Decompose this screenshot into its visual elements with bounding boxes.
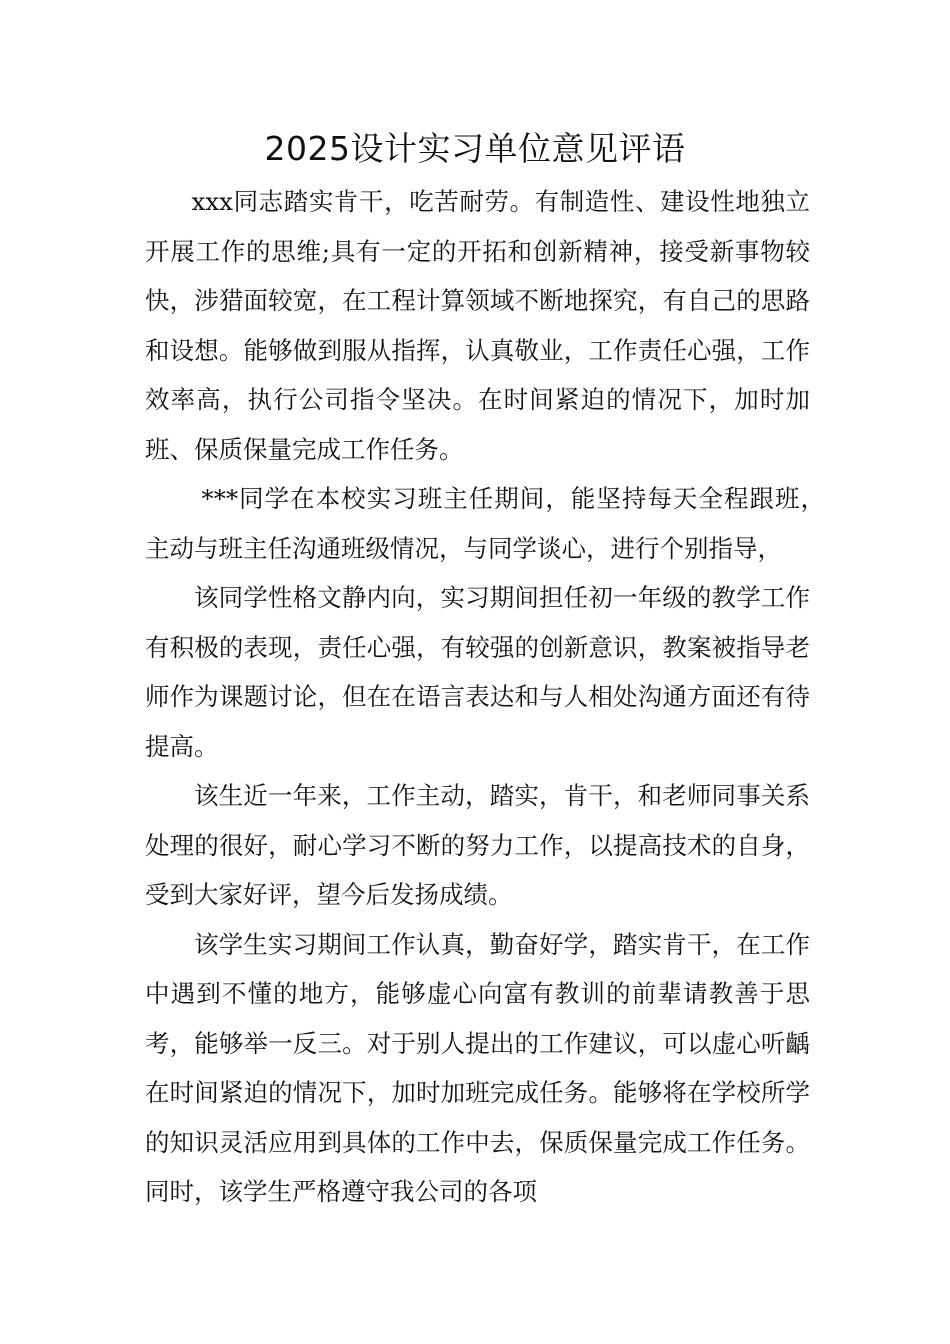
document-body — [145, 177, 825, 1217]
paragraph-5: 该学生实习期间工作认真，勤奋好学，踏实肯干，在工作中遇到不懂的地方，能够虚心向富有教训的前辈请教善于思考，能够举一反三。对于别人提出的工作建议，可以虚心听齲在时间紧迫的情况下，加时加班完成任务。能够将在学校所学的知识灵活应用到具体的工作中去，保质保量完成工作任务。同时，该学生严格遵守我公司的各项 — [145, 929, 810, 1206]
paragraph-3: 该同学性格文静内向，实习期间担任初一年级的教学工作有积极的表现，责任心强，有较强的创新意识，教案被指导老师作为课题讨论，但在在语言表达和与人相处沟通方面还有待提高。 — [145, 583, 810, 761]
document-title: 2025设计实习单位意见评语 — [264, 129, 686, 168]
paragraph-4: 该生近一年来，工作主动，踏实，肯干，和老师同事关系处理的很好，耐心学习不断的努力工作，以提高技术的自身，受到大家好评，望今后发扬成绩。 — [145, 781, 810, 909]
paragraph-1: xxx同志踏实肯干，吃苦耐劳。有制造性、建设性地独立开展工作的思维;具有一定的开拓和创新精神，接受新事物较快，涉猎面较宽，在工程计算领域不断地探究，有自己的思路和设想。能够做到服从指挥，认真敬业，工作责任心强，工作效率高，执行公司指令坚决。在时间紧迫的情况下，加时加班、保质保量完成工作任务。 — [145, 187, 810, 464]
paragraph-2: ***同学在本校实习班主任期间，能坚持每天全程跟班，主动与班主任沟通班级情况，与同学谈心，进行个别指导， — [145, 484, 825, 563]
